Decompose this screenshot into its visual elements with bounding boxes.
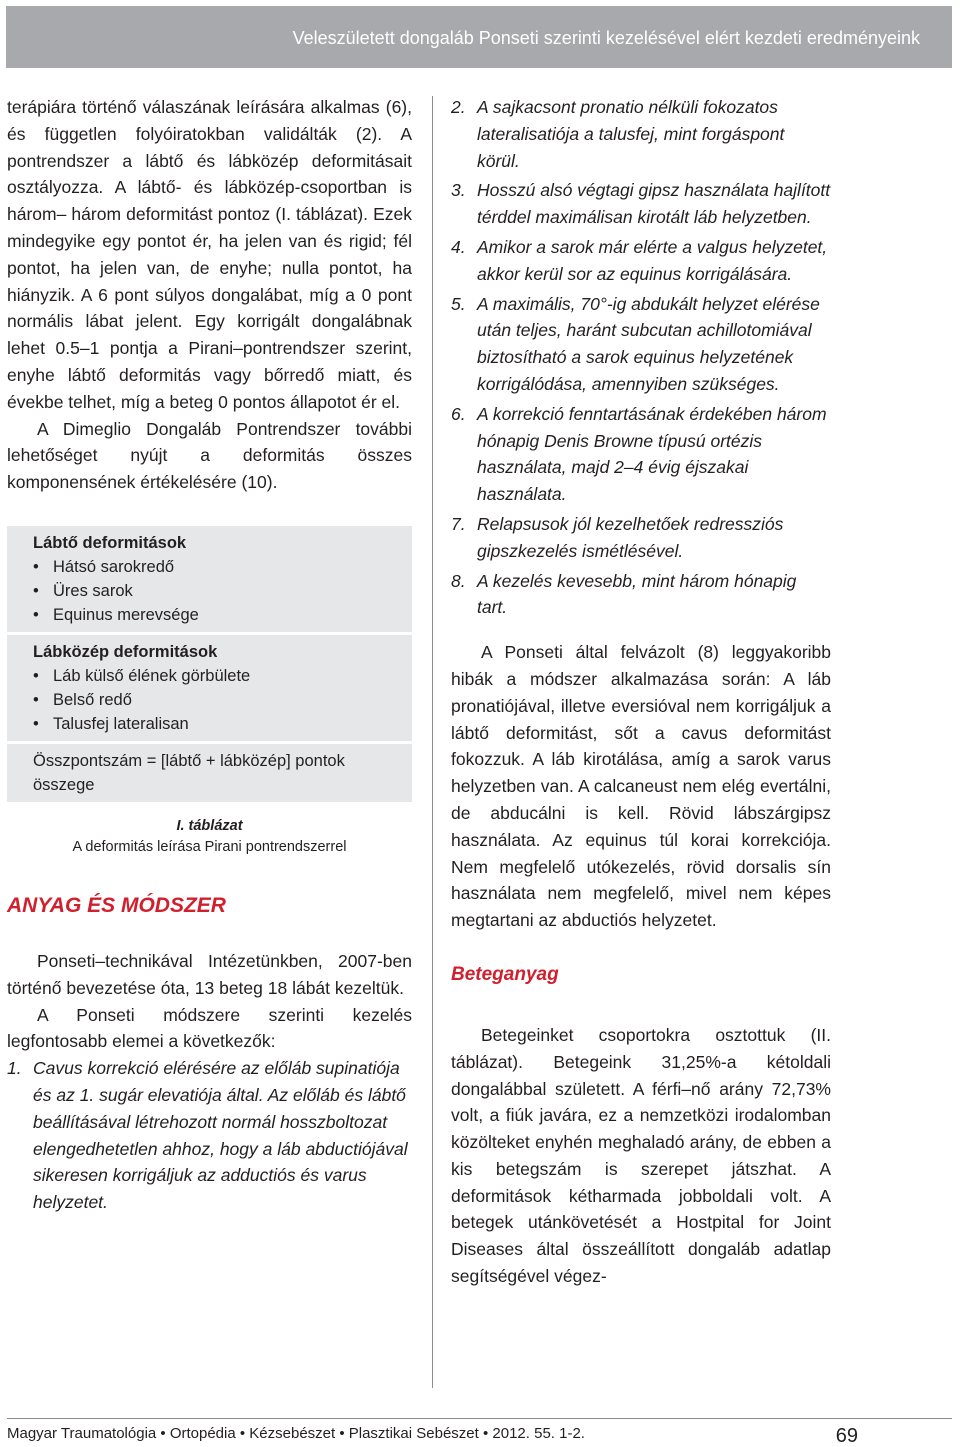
list-item: • Belső redő xyxy=(33,688,386,712)
hindfoot-title: Lábtő deformitások xyxy=(33,533,187,552)
section-heading-methods: ANYAG ÉS MÓDSZER xyxy=(7,893,226,917)
errors-paragraph: A Ponseti által felvázolt (8) leggyakoribb hibák a módszer alkalmazása során: A láb pronatiójával, illetve eversióval nem korrigáljuk a lábtő deformitást, sőt a cavus deformitást fokozzuk. A láb kirotálása, amíg a sarok varus helyzetben van. A calcaneust nem elég evertálni, de abducálni is kell. Rövid lábszárgipsz használata. Az equinus túl korai korrekciója. Nem megfelelő utókezelés, rövid dorsalis sín használata nem megfelelő, mivel nem képes megtartani az abductiós helyzetet. xyxy=(451,642,831,931)
hindfoot-box xyxy=(7,526,412,632)
left-column xyxy=(7,94,412,1216)
method-paragraph: A Ponseti módszere szerinti kezelés legfontosabb elemei a következők: xyxy=(7,1004,412,1052)
list-item-number: 3. xyxy=(451,180,466,201)
journal-footer: Magyar Traumatológia • Ortopédia • Kézsebészet • Plasztikai Sebészet • 2012. 55. 1-2. xyxy=(7,1425,585,1442)
list-item-text: A maximális, 70°-ig abdukált helyzet elérése után teljes, haránt subcutan achillotomiával biztosítható a sarok equinus helyzetének korrigálódása, amennyiben szükséges. xyxy=(477,293,820,394)
section-heading-patients: Beteganyag xyxy=(451,963,559,985)
list-item-text: A sajkacsont pronatio nélküli fokozatos lateralisatiója a talusfej, mint forgáspont körül. xyxy=(477,97,785,171)
list-item-number: 2. xyxy=(451,97,466,117)
list-item xyxy=(451,511,831,565)
list-item-text: Amikor a sarok már elérte a valgus helyzetet, akkor kerül sor az equinus korrigálására. xyxy=(477,236,828,284)
list-item-text: A kezelés kevesebb, mint három hónapig tart. xyxy=(477,570,797,618)
list-item xyxy=(451,234,831,288)
ponseti-steps-list xyxy=(7,1055,412,1216)
list-item xyxy=(451,291,831,398)
table-caption xyxy=(7,816,412,858)
list-item: • Talusfej lateralisan xyxy=(33,712,386,736)
list-item-text: Cavus korrekció elérésére az előláb supinatiója és az 1. sugár elevatiója által. Az előláb és lábtő beállításával létrehozott normál hosszboltozat elengedhetetlen ahhoz, hogy a láb abductiójával sikeresen korrigáljuk az adductiós és varus helyzetet. xyxy=(33,1058,408,1213)
running-header xyxy=(6,6,952,68)
total-box xyxy=(7,744,412,802)
midfoot-box xyxy=(7,635,412,741)
midfoot-list xyxy=(33,664,386,736)
list-item-text: Relapsusok jól kezelhetőek redressziós gipszkezelés ismétlésével. xyxy=(477,513,784,561)
midfoot-title: Lábközép deformitások xyxy=(33,642,218,661)
method-paragraph: Ponseti–technikával Intézetünkben, 2007-ben történő bevezetése óta, 13 beteg 18 lábát kezeltük. xyxy=(7,950,412,998)
table-caption-text: A deformitás leírása Pirani pontrendszerrel xyxy=(72,838,347,855)
list-item xyxy=(451,401,831,508)
list-item-text: Hosszú alsó végtagi gipsz használata hajlított térddel maximálisan kirotált láb helyzetben. xyxy=(477,180,831,228)
list-item xyxy=(451,177,831,231)
list-item: • Equinus merevsége xyxy=(33,603,386,627)
list-item xyxy=(451,568,831,622)
footer-rule xyxy=(7,1418,952,1419)
dimeglio-paragraph: A Dimeglio Dongaláb Pontrendszer további lehetőséget nyújt a deformitás összes komponensének értékelésére (10). xyxy=(7,418,412,493)
hindfoot-list xyxy=(33,555,386,627)
running-header-title: Veleszületett dongaláb Ponseti szerinti kezelésével elért kezdeti eredményeink xyxy=(292,28,920,48)
ponseti-steps-list-continued xyxy=(451,94,831,621)
list-item-number: 7. xyxy=(451,513,466,534)
page-number: 69 xyxy=(835,1425,858,1447)
list-item-text: A korrekció fenntartásának érdekében három hónapig Denis Browne típusú ortézis használata, majd 2–4 évig éjszakai használata. xyxy=(477,403,827,505)
list-item: • Üres sarok xyxy=(33,579,386,603)
patients-paragraph: Betegeinket csoportokra osztottuk (II. táblázat). Betegeink 31,25%-a kétoldali dongalábbal született. A férfi–nő arány 72,73% volt, a fiúk javára, ez a nemzetközi irodalomban közölteket enyhén meghaladó arány, de ebben a kis betegszám is szerepet játszhat. A deformitások kétharmada jobboldali volt. A betegek utánkövetését a Hostpital for Joint Diseases által összeállított dongaláb adatlap segítségével végez- xyxy=(451,1024,831,1287)
right-column xyxy=(451,94,831,1290)
list-item xyxy=(451,94,831,174)
intro-paragraph: terápiára történő válaszának leírására alkalmas (6), és független folyóiratokban validálták (2). A pontrendszer a lábtő és lábközép deformitásait osztályozza. A lábtő- és lábközép-csoportban is három– három deformitást pontoz (I. táblázat). Ezek mindegyike egy pontot ér, ha jelen van és rigid; fél pontot, ha jelen van, de enyhe; nulla pontot, ha hiányzik. A 6 pont súlyos dongalábat, míg a 0 pont normális lábat jelent. Egy korrigált dongalábnak lehet 0.5–1 pontja a Pirani–pontrendszer szerint, enyhe lábtő deformitás vagy bőrredő miatt, és évekbe telhet, míg a beteg 0 pontos állapotot ér el. xyxy=(7,97,412,412)
pirani-table xyxy=(7,526,412,802)
list-item xyxy=(7,1055,412,1216)
list-item: • Hátsó sarokredő xyxy=(33,555,386,579)
column-divider xyxy=(432,96,433,1388)
list-item-number: 6. xyxy=(451,403,466,424)
list-item-number: 4. xyxy=(451,236,466,257)
list-item-number: 8. xyxy=(451,570,466,591)
total-score-text: Összpontszám = [lábtő + lábközép] pontok összege xyxy=(33,751,345,794)
list-item: • Láb külső élének görbülete xyxy=(33,664,386,688)
list-item-number: 5. xyxy=(451,293,466,314)
list-item-number: 1. xyxy=(7,1058,22,1079)
table-caption-label: I. táblázat xyxy=(176,817,243,834)
